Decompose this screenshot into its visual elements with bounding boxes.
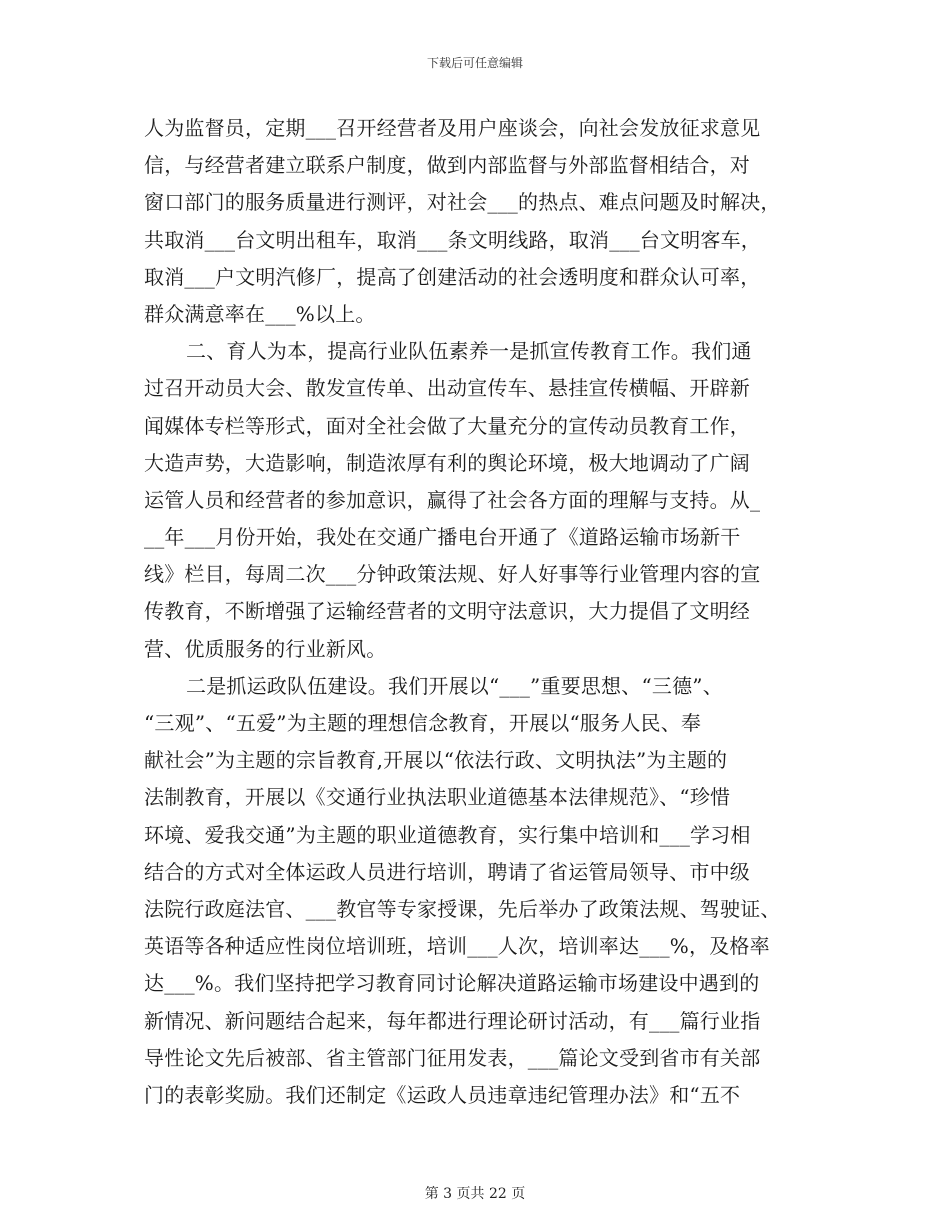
text-line: 线》栏目，每周二次___分钟政策法规、好人好事等行业管理内容的宣 [144, 562, 761, 587]
text-line: 运管人员和经营者的参加意识，赢得了社会各方面的理解与支持。从_ [144, 487, 761, 512]
text-line: 群众满意率在___%以上。 [144, 301, 376, 326]
text-line: 门的表彰奖励。我们还制定《运政人员违章违纪管理办法》和“五不 [144, 1082, 741, 1107]
text-line: 新情况、新问题结合起来，每年都进行理论研讨活动，有___篇行业指 [144, 1008, 761, 1033]
paragraph-2 [144, 333, 818, 668]
text-line: 献社会”为主题的宗旨教育,开展以“依法行政、文明执法”为主题的 [144, 748, 728, 773]
text-line: 导性论文先后被部、省主管部门征用发表，___篇论文受到省市有关部 [144, 1045, 761, 1070]
text-line: 闻媒体专栏等形式，面对全社会做了大量充分的宣传动员教育工作， [144, 413, 750, 438]
document-body [144, 110, 818, 1114]
page-header: 下载后可任意编辑 [426, 56, 523, 70]
text-line: 二、育人为本，提高行业队伍素养一是抓宣传教育工作。我们通 [186, 339, 752, 364]
text-line: 信，与经营者建立联系户制度，做到内部监督与外部监督相结合，对 [144, 153, 750, 178]
text-line: 达___%。我们坚持把学习教育同讨论解决道路运输市场建设中遇到的 [144, 971, 760, 996]
text-line: 取消___户文明汽修厂，提高了创建活动的社会透明度和群众认可率， [144, 264, 761, 289]
text-line: 法制教育，开展以《交通行业执法职业道德基本法律规范》、“珍惜 [144, 785, 731, 810]
text-line: 人为监督员，定期___召开经营者及用户座谈会，向社会发放征求意见 [144, 116, 761, 140]
text-line: 英语等各种适应性岗位培训班，培训___人次，培训率达___%，及格率 [144, 934, 770, 959]
text-line: 传教育，不断增强了运输经营者的文明守法意识，大力提倡了文明经 [144, 599, 750, 624]
text-line: 大造声势，大造影响，制造浓厚有利的舆论环境，极大地调动了广阔 [144, 450, 750, 475]
text-line: 过召开动员大会、散发宣传单、出动宣传车、悬挂宣传横幅、开辟新 [144, 376, 750, 401]
text-line: 二是抓运政队伍建设。我们开展以“___”重要思想、“三德”、 [186, 673, 723, 698]
text-line: 共取消___台文明出租车，取消___条文明线路，取消___台文明客车， [144, 227, 761, 252]
text-line: 结合的方式对全体运政人员进行培训，聘请了省运管局领导、市中级 [144, 859, 750, 884]
text-line: “三观”、“五爱”为主题的理想信念教育，开展以“服务人民、奉 [144, 711, 702, 735]
page-footer: 第 3 页共 22 页 [424, 1186, 526, 1202]
paragraph-1 [144, 110, 818, 333]
text-line: __年___月份开始，我处在交通广播电台开通了《道路运输市场新干 [144, 525, 741, 550]
text-line: 法院行政庭法官、___教官等专家授课，先后举办了政策法规、驾驶证、 [144, 896, 781, 921]
text-line: 营、优质服务的行业新风。 [144, 636, 387, 661]
paragraph-3 [144, 668, 818, 1114]
text-line: 环境、爱我交通”为主题的职业道德教育，实行集中培训和___学习相 [144, 822, 751, 847]
text-line: 窗口部门的服务质量进行测评，对社会___的热点、难点问题及时解决， [144, 190, 781, 215]
